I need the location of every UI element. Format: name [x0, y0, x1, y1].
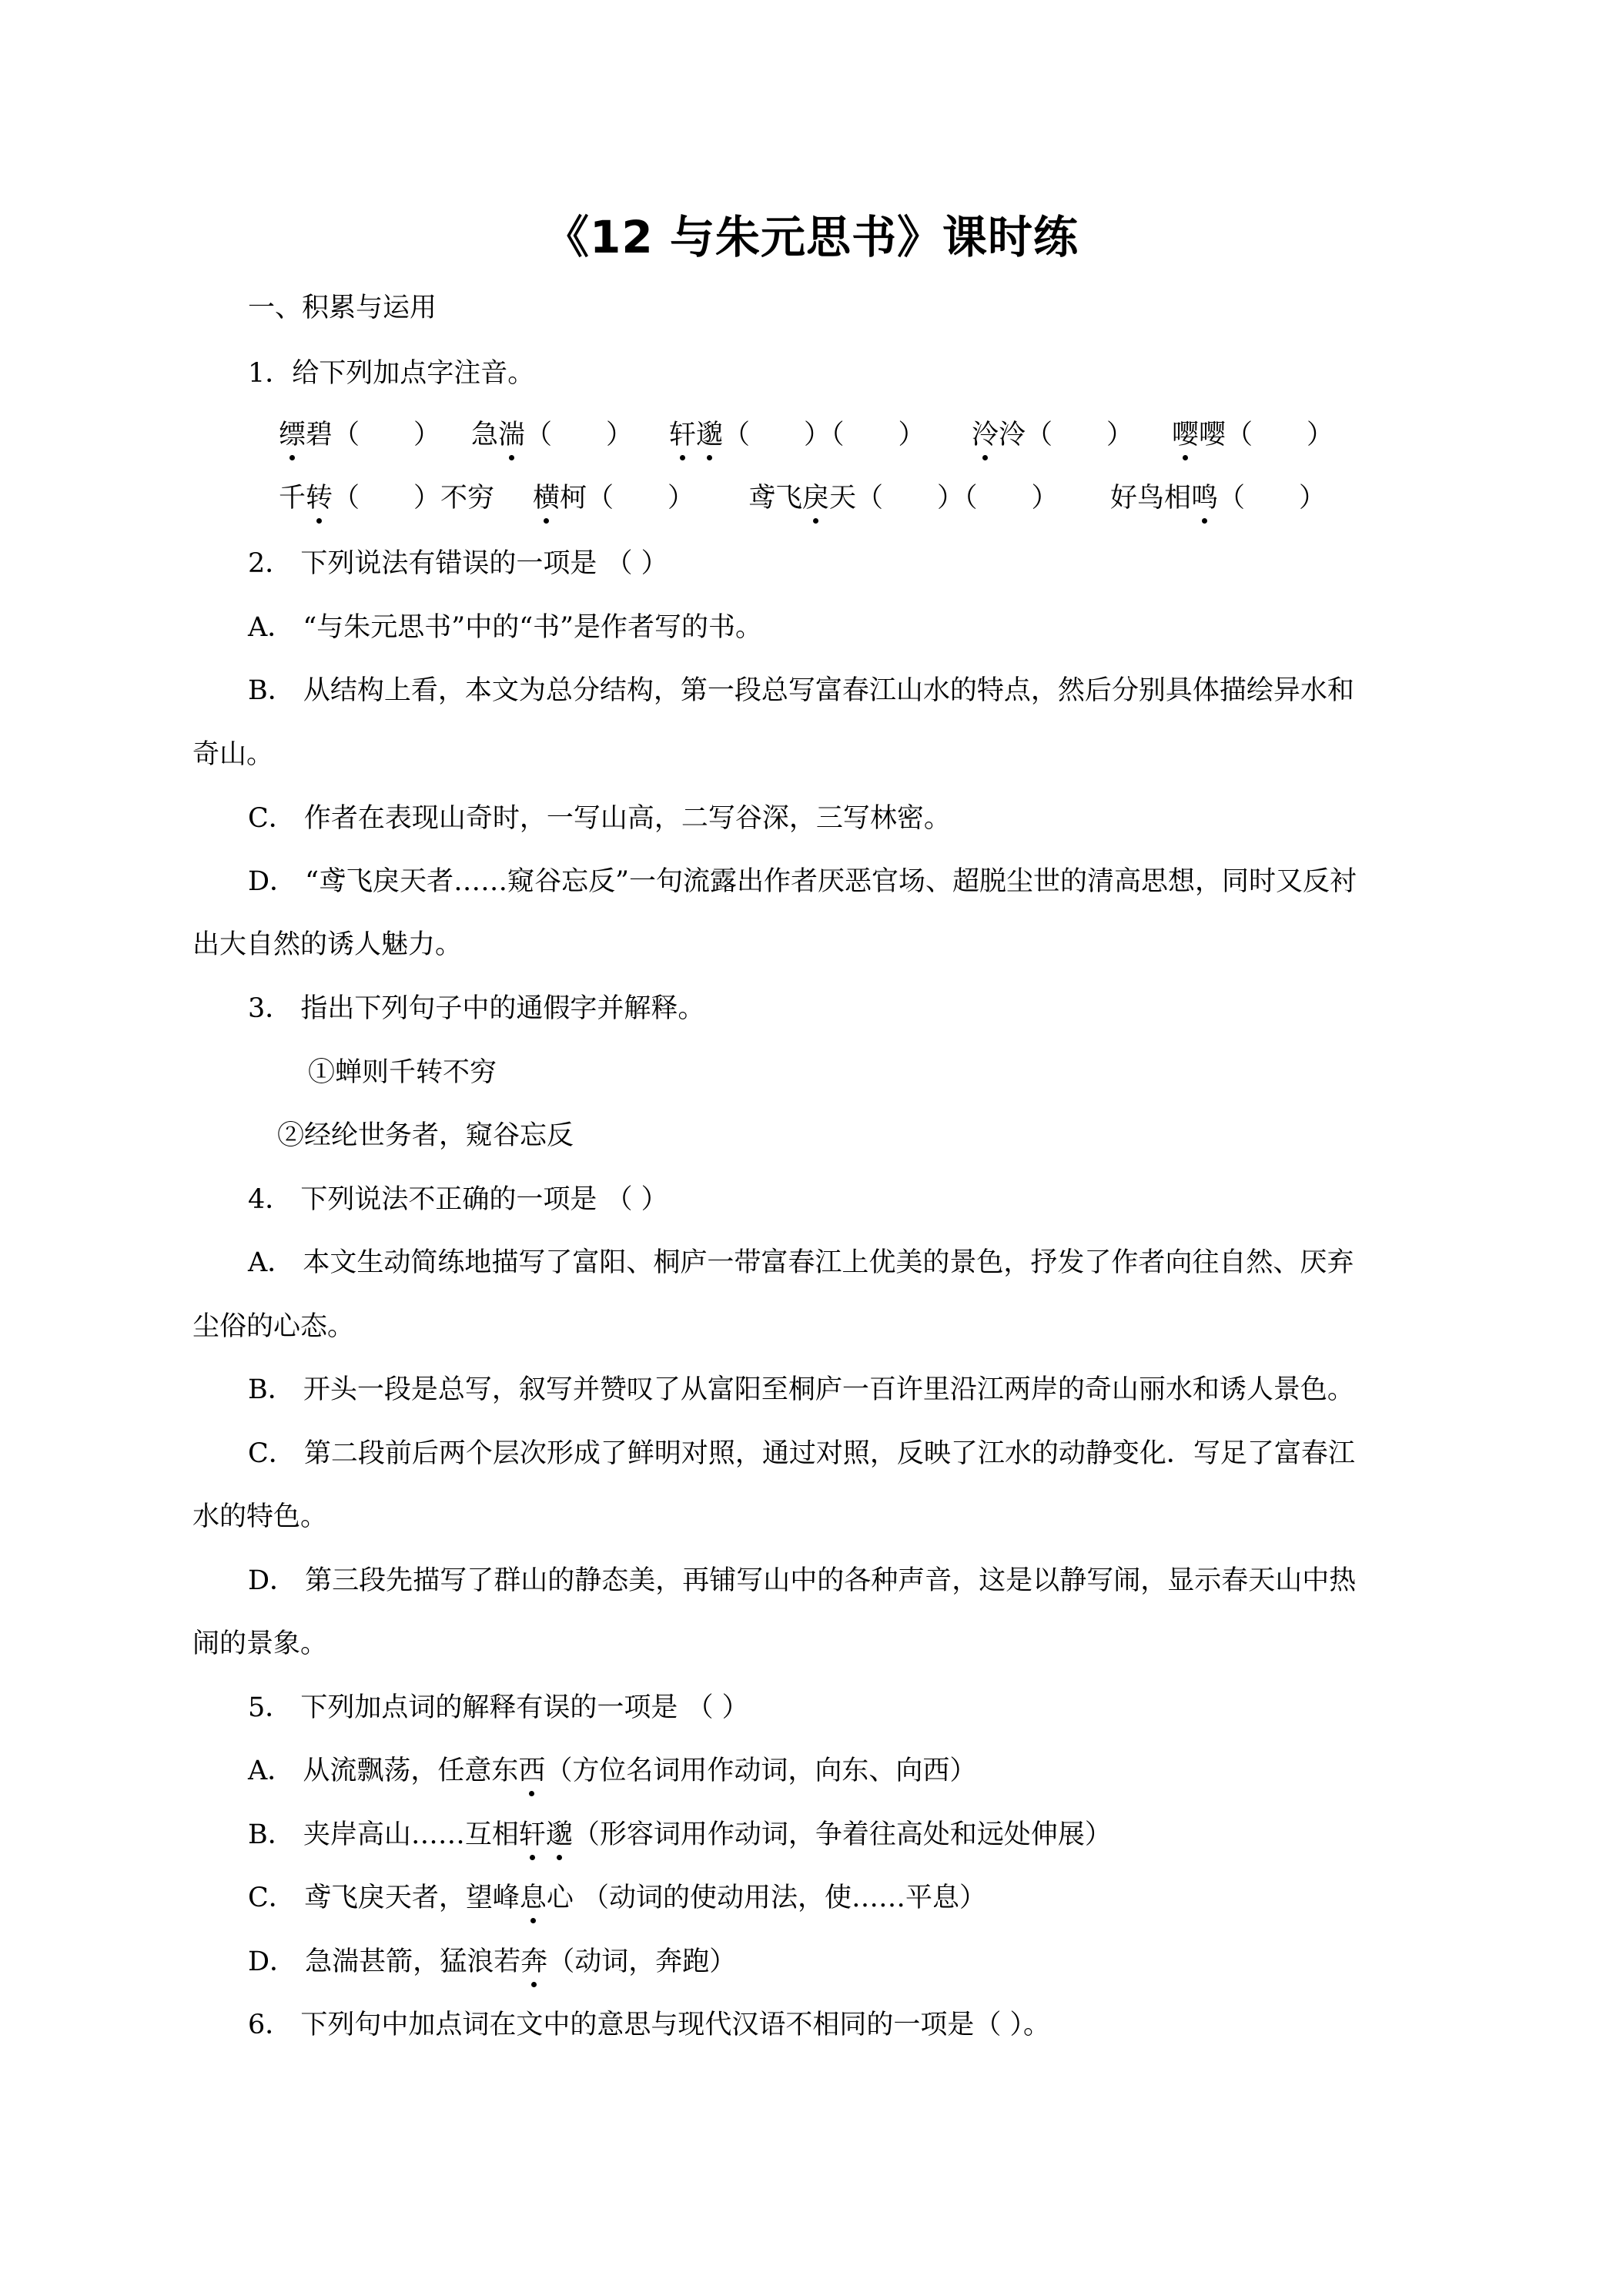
question-5-option-d: D． 急湍甚箭，猛浪若奔（动词，奔跑） [248, 1943, 736, 1981]
pinyin-item: 嘤嘤（ ） [1172, 416, 1334, 454]
question-2-stem: 2． 下列说法有错误的一项是 （ ） [248, 548, 668, 579]
pinyin-item: 缥碧（ ） [279, 416, 440, 454]
pinyin-row-1 [279, 416, 1511, 462]
question-3-sentence-2: ②经纶世务者，窥谷忘反 [277, 1120, 574, 1151]
question-1-stem: 1．给下列加点字注音。 [248, 358, 535, 389]
question-2-option-a: A． “与朱元思书”中的“书”是作者写的书。 [248, 612, 762, 643]
question-2-option-b: B． 从结构上看，本文为总分结构，第一段总写富春江山水的特点，然后分别具体描绘异水和 [248, 675, 1354, 706]
question-4-stem: 4． 下列说法不正确的一项是 （ ） [248, 1184, 668, 1215]
pinyin-item: 千转（ ）不穷 [279, 479, 494, 517]
question-4-option-a-cont: 尘俗的心态。 [192, 1311, 355, 1342]
pinyin-item: 好鸟相鸣（ ） [1110, 479, 1326, 517]
pinyin-item: 轩邈（ ）（ ） [669, 416, 925, 454]
question-4-option-a: A． 本文生动简练地描写了富阳、桐庐一带富春江上优美的景色，抒发了作者向往自然、厌弃 [248, 1247, 1354, 1278]
question-5-option-c: C． 鸢飞戾天者，望峰息心 （动词的使动用法，使……平息） [248, 1879, 986, 1917]
question-4-option-d: D． 第三段先描写了群山的静态美，再铺写山中的各种声音，这是以静写闹，显示春天山中热 [248, 1565, 1357, 1596]
question-6-stem: 6． 下列句中加点词在文中的意思与现代汉语不相同的一项是（ ）。 [248, 2010, 1051, 2040]
question-2-option-d-cont: 出大自然的诱人魅力。 [192, 929, 463, 960]
question-5-option-b: B． 夹岸高山……互相轩邈（形容词用作动词，争着往高处和远处伸展） [248, 1816, 1112, 1854]
question-2-option-b-cont: 奇山。 [192, 739, 274, 770]
question-2-option-c: C． 作者在表现山奇时，一写山高，二写谷深，三写林密。 [248, 803, 951, 834]
question-4-option-b: B． 开头一段是总写，叙写并赞叹了从富阳至桐庐一百许里沿江两岸的奇山丽水和诱人景色。 [248, 1374, 1354, 1405]
question-4-option-c-cont: 水的特色。 [192, 1501, 328, 1532]
pinyin-item: 急湍（ ） [471, 416, 633, 454]
question-5-stem: 5． 下列加点词的解释有误的一项是 （ ） [248, 1692, 749, 1723]
pinyin-item: 泠泠（ ） [972, 416, 1133, 454]
question-4-option-c: C． 第二段前后两个层次形成了鲜明对照，通过对照，反映了江水的动静变化．写足了富春江 [248, 1438, 1355, 1469]
question-2-option-d: D． “鸢飞戾天者……窥谷忘反”一句流露出作者厌恶官场、超脱尘世的清高思想，同时又反衬 [248, 866, 1357, 897]
page-title: 《12 与朱元思书》课时练 [544, 211, 1079, 263]
question-3-sentence-1: ①蝉则千转不穷 [308, 1057, 497, 1088]
section-heading: 一、积累与运用 [248, 293, 437, 323]
question-4-option-d-cont: 闹的景象。 [192, 1628, 328, 1659]
pinyin-row-2 [279, 479, 1511, 525]
pinyin-item: 横柯（ ） [533, 479, 694, 517]
question-5-option-a: A． 从流飘荡，任意东西（方位名词用作动词，向东、向西） [248, 1752, 976, 1790]
pinyin-item: 鸢飞戾天（ ）（ ） [748, 479, 1059, 517]
question-3-stem: 3． 指出下列句子中的通假字并解释。 [248, 993, 705, 1024]
